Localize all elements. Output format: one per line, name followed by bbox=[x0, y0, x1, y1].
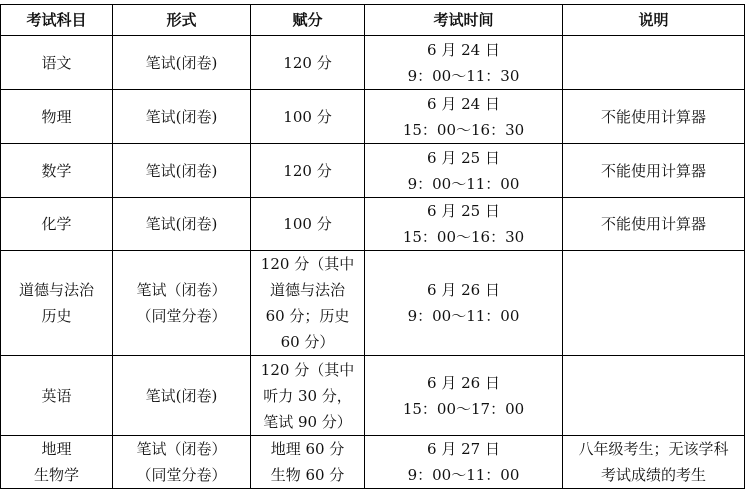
score-line: 60 分；历史 bbox=[265, 307, 350, 325]
cell-note bbox=[563, 436, 745, 489]
cell-score bbox=[251, 90, 365, 144]
cell-score bbox=[251, 356, 365, 436]
table-row bbox=[1, 251, 745, 356]
form-line: 笔试(闭卷) bbox=[145, 107, 218, 126]
subject-line: 道德与法治 bbox=[18, 281, 94, 299]
form-line: 笔试（闭卷） bbox=[136, 281, 227, 299]
cell-subject bbox=[1, 36, 113, 90]
score-line: 120 分（其中 bbox=[260, 255, 355, 273]
cell-subject bbox=[1, 198, 113, 251]
table-header-row bbox=[1, 5, 745, 36]
subject-line: 化学 bbox=[41, 215, 72, 233]
table-row bbox=[1, 144, 745, 198]
subject-line: 数学 bbox=[41, 161, 72, 180]
time-line: 9：00～11：00 bbox=[407, 174, 520, 193]
cell-time bbox=[365, 90, 563, 144]
cell-score bbox=[251, 251, 365, 356]
cell-time bbox=[365, 198, 563, 251]
score-line: 100 分 bbox=[283, 215, 332, 233]
header-score: 赋分 bbox=[251, 5, 365, 36]
form-line: 笔试(闭卷) bbox=[145, 53, 218, 72]
cell-form bbox=[113, 90, 251, 144]
cell-score bbox=[251, 36, 365, 90]
cell-form bbox=[113, 144, 251, 198]
form-line: 笔试(闭卷) bbox=[145, 215, 218, 233]
cell-time bbox=[365, 436, 563, 489]
time-line: 6 月 25 日 bbox=[427, 148, 500, 167]
table-row bbox=[1, 356, 745, 436]
table-row bbox=[1, 36, 745, 90]
cell-note bbox=[563, 144, 745, 198]
score-line: 听力 30 分， bbox=[263, 386, 352, 405]
header-form: 形式 bbox=[113, 5, 251, 36]
table-row bbox=[1, 436, 745, 489]
subject-line: 历史 bbox=[41, 307, 72, 325]
table-row bbox=[1, 90, 745, 144]
cell-score bbox=[251, 436, 365, 489]
cell-subject bbox=[1, 90, 113, 144]
header-subject: 考试科目 bbox=[1, 5, 113, 36]
subject-line: 地理 bbox=[41, 440, 72, 458]
time-line: 9：00～11：00 bbox=[407, 307, 520, 325]
time-line: 6 月 25 日 bbox=[427, 202, 500, 220]
cell-subject bbox=[1, 356, 113, 436]
cell-score bbox=[251, 144, 365, 198]
cell-time bbox=[365, 251, 563, 356]
table-row bbox=[1, 198, 745, 251]
cell-form bbox=[113, 251, 251, 356]
time-line: 9：00～11：00 bbox=[407, 466, 520, 484]
time-line: 6 月 26 日 bbox=[427, 281, 500, 299]
subject-line: 语文 bbox=[41, 53, 72, 72]
cell-form bbox=[113, 198, 251, 251]
note-line: 八年级考生；无该学科 bbox=[578, 440, 729, 458]
time-line: 9：00～11：30 bbox=[407, 66, 520, 85]
time-line: 6 月 27 日 bbox=[427, 440, 500, 458]
time-line: 15：00～17：00 bbox=[402, 399, 525, 418]
time-line: 6 月 24 日 bbox=[427, 40, 500, 59]
exam-schedule-table bbox=[0, 4, 745, 489]
note-line: 不能使用计算器 bbox=[600, 107, 706, 126]
score-line: 120 分（其中 bbox=[260, 360, 355, 379]
cell-time bbox=[365, 36, 563, 90]
time-line: 6 月 24 日 bbox=[427, 94, 500, 113]
cell-note bbox=[563, 90, 745, 144]
cell-time bbox=[365, 144, 563, 198]
cell-note bbox=[563, 36, 745, 90]
form-line: 笔试(闭卷) bbox=[145, 386, 218, 405]
cell-note bbox=[563, 251, 745, 356]
form-line: 笔试（闭卷） bbox=[136, 440, 227, 458]
cell-note bbox=[563, 356, 745, 436]
score-line: 地理 60 分 bbox=[270, 440, 345, 458]
cell-time bbox=[365, 356, 563, 436]
cell-subject bbox=[1, 251, 113, 356]
score-line: 120 分 bbox=[283, 53, 332, 72]
subject-line: 英语 bbox=[41, 386, 72, 405]
cell-form bbox=[113, 356, 251, 436]
form-line: 笔试(闭卷) bbox=[145, 161, 218, 180]
header-time: 考试时间 bbox=[365, 5, 563, 36]
note-line: 考试成绩的考生 bbox=[600, 466, 706, 484]
time-line: 15：00～16：30 bbox=[402, 120, 525, 139]
cell-form bbox=[113, 36, 251, 90]
form-line: （同堂分卷） bbox=[136, 466, 227, 484]
cell-subject bbox=[1, 436, 113, 489]
score-line: 100 分 bbox=[283, 107, 332, 126]
score-line: 道德与法治 bbox=[269, 281, 345, 299]
score-line: 120 分 bbox=[283, 161, 332, 180]
cell-score bbox=[251, 198, 365, 251]
note-line: 不能使用计算器 bbox=[600, 215, 706, 233]
note-line: 不能使用计算器 bbox=[600, 161, 706, 180]
header-note: 说明 bbox=[563, 5, 745, 36]
cell-subject bbox=[1, 144, 113, 198]
time-line: 6 月 26 日 bbox=[427, 373, 500, 392]
score-line: 笔试 90 分） bbox=[263, 412, 352, 431]
cell-form bbox=[113, 436, 251, 489]
subject-line: 生物学 bbox=[33, 466, 79, 484]
time-line: 15：00～16：30 bbox=[402, 228, 525, 246]
score-line: 60 分） bbox=[280, 333, 335, 351]
cell-note bbox=[563, 198, 745, 251]
form-line: （同堂分卷） bbox=[136, 307, 227, 325]
subject-line: 物理 bbox=[41, 107, 72, 126]
score-line: 生物 60 分 bbox=[270, 466, 345, 484]
